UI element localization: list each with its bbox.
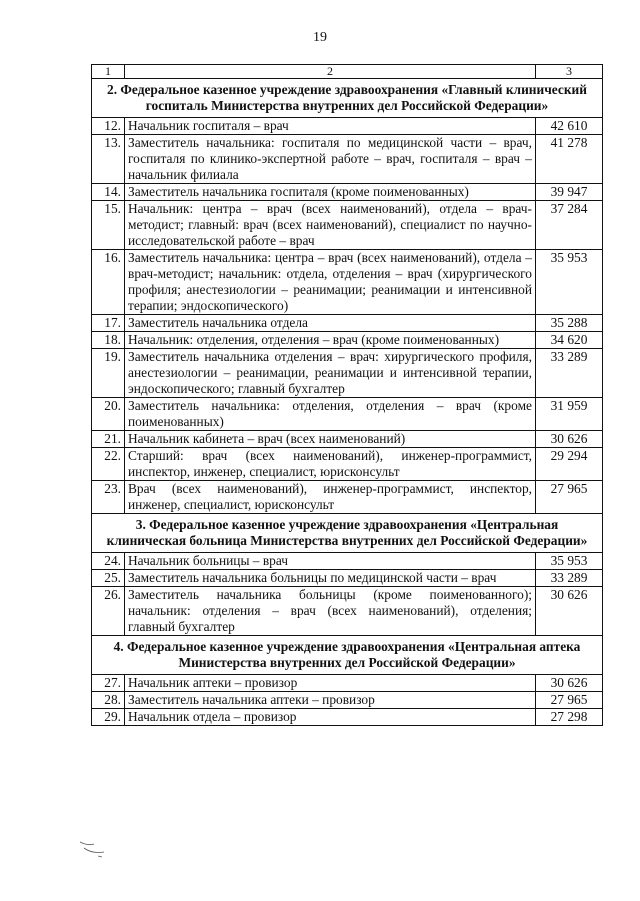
table-row — [92, 349, 603, 398]
header-col-1: 1 — [92, 65, 125, 79]
salary-amount: 42 610 — [536, 118, 603, 135]
position-name: Заместитель начальника аптеки – провизор — [125, 692, 536, 709]
position-name: Заместитель начальника: госпиталя по медицинской части – врач, госпиталя по клинико-экспертной работе – врач, госпиталя – врач – начальник филиала — [125, 135, 536, 184]
table-row — [92, 570, 603, 587]
row-number: 23. — [92, 481, 125, 514]
table-row — [92, 184, 603, 201]
row-number: 12. — [92, 118, 125, 135]
position-name: Заместитель начальника: отделения, отделения – врач (кроме поименованных) — [125, 398, 536, 431]
row-number: 29. — [92, 709, 125, 726]
row-number: 22. — [92, 448, 125, 481]
salary-amount: 27 965 — [536, 692, 603, 709]
section-heading-row — [92, 79, 603, 118]
table-row — [92, 675, 603, 692]
row-number: 26. — [92, 587, 125, 636]
section-heading-row — [92, 514, 603, 553]
position-name: Начальник госпиталя – врач — [125, 118, 536, 135]
section-title: 4. Федеральное казенное учреждение здравоохранения «Центральная аптека Министерства внутренних дел Российской Федерации» — [92, 636, 603, 675]
header-row — [92, 65, 603, 79]
position-name: Заместитель начальника больницы (кроме поименованного); начальник: отделения – врач (всех наименований), отделения; главный бухгалтер — [125, 587, 536, 636]
table-row — [92, 709, 603, 726]
salary-amount: 29 294 — [536, 448, 603, 481]
table-row — [92, 135, 603, 184]
salary-amount: 33 289 — [536, 570, 603, 587]
salary-amount: 37 284 — [536, 201, 603, 250]
header-col-2: 2 — [125, 65, 536, 79]
row-number: 18. — [92, 332, 125, 349]
position-name: Начальник больницы – врач — [125, 553, 536, 570]
row-number: 27. — [92, 675, 125, 692]
salary-amount: 27 965 — [536, 481, 603, 514]
row-number: 25. — [92, 570, 125, 587]
salary-amount: 39 947 — [536, 184, 603, 201]
row-number: 20. — [92, 398, 125, 431]
row-number: 28. — [92, 692, 125, 709]
row-number: 16. — [92, 250, 125, 315]
position-name: Заместитель начальника больницы по медицинской части – врач — [125, 570, 536, 587]
row-number: 21. — [92, 431, 125, 448]
pen-mark — [78, 836, 118, 858]
position-name: Начальник отдела – провизор — [125, 709, 536, 726]
table-row — [92, 201, 603, 250]
position-name: Начальник: центра – врач (всех наименований), отдела – врач-методист; главный: врач (всех наименований), специалист по научно-исследовательской работе – врач — [125, 201, 536, 250]
position-name: Заместитель начальника госпиталя (кроме поименованных) — [125, 184, 536, 201]
position-name: Начальник кабинета – врач (всех наименований) — [125, 431, 536, 448]
table-row — [92, 553, 603, 570]
position-name: Заместитель начальника: центра – врач (всех наименований), отдела – врач-методист; начальник: отдела, отделения – врач (хирургического профиля; анестезиологии – реанимации; реанимации и интенсивной терапии; эндоскопического) — [125, 250, 536, 315]
positions-table — [91, 64, 603, 726]
table-row — [92, 448, 603, 481]
table-row — [92, 250, 603, 315]
page-number: 19 — [313, 30, 327, 45]
salary-amount: 30 626 — [536, 587, 603, 636]
section-heading-row — [92, 636, 603, 675]
table-row — [92, 692, 603, 709]
salary-amount: 35 953 — [536, 553, 603, 570]
salary-amount: 35 953 — [536, 250, 603, 315]
section-title: 2. Федеральное казенное учреждение здравоохранения «Главный клинический госпиталь Министерства внутренних дел Российской Федерации» — [92, 79, 603, 118]
table-row — [92, 481, 603, 514]
salary-amount: 31 959 — [536, 398, 603, 431]
salary-amount: 30 626 — [536, 431, 603, 448]
salary-amount: 35 288 — [536, 315, 603, 332]
position-name: Заместитель начальника отдела — [125, 315, 536, 332]
salary-amount: 30 626 — [536, 675, 603, 692]
table-row — [92, 587, 603, 636]
table-row — [92, 118, 603, 135]
position-name: Начальник аптеки – провизор — [125, 675, 536, 692]
row-number: 24. — [92, 553, 125, 570]
section-title: 3. Федеральное казенное учреждение здравоохранения «Центральная клиническая больница Министерства внутренних дел Российской Федерации» — [92, 514, 603, 553]
row-number: 13. — [92, 135, 125, 184]
table-row — [92, 398, 603, 431]
position-name: Заместитель начальника отделения – врач: хирургического профиля, анестезиологии – реанимации, реанимации и интенсивной терапии, эндоскопического; главный бухгалтер — [125, 349, 536, 398]
salary-amount: 34 620 — [536, 332, 603, 349]
table-row — [92, 315, 603, 332]
position-name: Старший: врач (всех наименований), инженер-программист, инспектор, инженер, специалист, юрисконсульт — [125, 448, 536, 481]
row-number: 15. — [92, 201, 125, 250]
salary-amount: 33 289 — [536, 349, 603, 398]
row-number: 19. — [92, 349, 125, 398]
position-name: Начальник: отделения, отделения – врач (кроме поименованных) — [125, 332, 536, 349]
row-number: 14. — [92, 184, 125, 201]
header-col-3: 3 — [536, 65, 603, 79]
salary-amount: 27 298 — [536, 709, 603, 726]
position-name: Врач (всех наименований), инженер-программист, инспектор, инженер, специалист, юрисконсульт — [125, 481, 536, 514]
salary-amount: 41 278 — [536, 135, 603, 184]
row-number: 17. — [92, 315, 125, 332]
table-row — [92, 431, 603, 448]
table-row — [92, 332, 603, 349]
